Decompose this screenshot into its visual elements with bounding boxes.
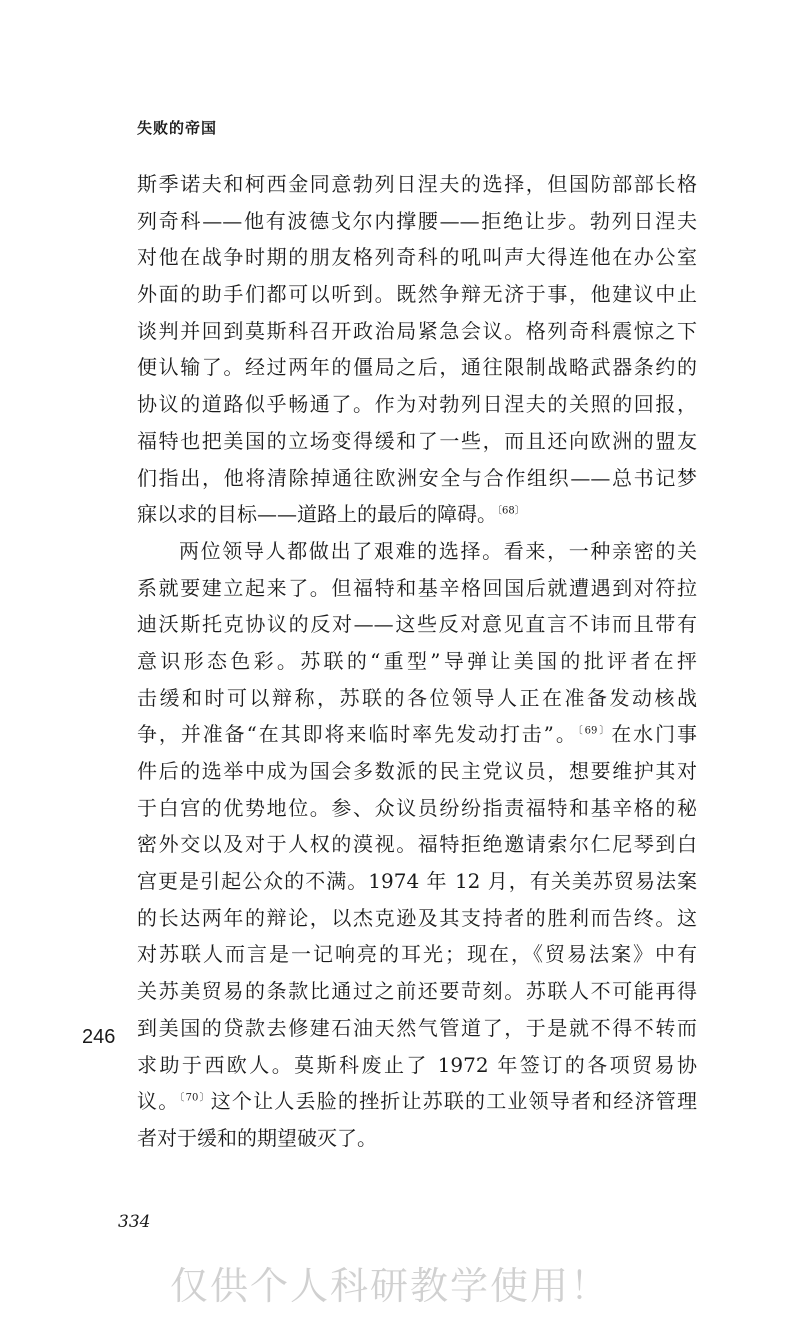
original-page-number: 246 [82,1026,116,1048]
text-line: 意识形态色彩。苏联的“重型”导弹让美国的批评者在抨 [137,648,697,673]
text-line: 的长达两年的辩论，以杰克逊及其支持者的胜利而告终。这 [137,905,697,930]
body-text [137,166,697,1157]
text-line: 对苏联人而言是一记响亮的耳光；现在，《贸易法案》中有 [137,942,697,967]
text-line: 者对于缓和的期望破灭了。 [137,1125,377,1150]
text-line: 对他在战争时期的朋友格列奇科的吼叫声大得连他在办公室 [137,245,697,270]
text-line: 击缓和时可以辩称，苏联的各位领导人正在准备发动核战 [137,685,697,710]
text-line: 系就要建立起来了。但福特和基辛格回国后就遭遇到对符拉 [137,575,697,600]
footnote-ref: 〔70〕 [179,1092,211,1104]
text-line: 斯季诺夫和柯西金同意勃列日涅夫的选择，但国防部部长格 [137,172,697,196]
text-line: 谈判并回到莫斯科召开政治局紧急会议。格列奇科震惊之下 [137,318,697,343]
text-line: 迪沃斯托克协议的反对——这些反对意见直言不讳而且带有 [137,612,697,637]
text-line: 到美国的贷款去修建石油天然气管道了，于是就不得不转而 [137,1015,697,1040]
text-line: 协议的道路似乎畅通了。作为对勃列日涅夫的关照的回报， [137,392,697,417]
folio: 334 [118,1212,151,1232]
text-line: 件后的选举中成为国会多数派的民主党议员，想要维护其对 [137,759,697,783]
text-line: 密外交以及对于人权的漠视。福特拒绝邀请索尔仁尼琴到白 [137,832,697,857]
footnote-ref: 〔69〕 [577,725,612,737]
footnote-ref: 〔68〕 [497,505,525,517]
text-line: 关苏美贸易的条款比通过之前还要苛刻。苏联人不可能再得 [137,979,697,1004]
text-line: 议。$^{〔70〕}$这个让人丢脸的挫折让苏联的工业领导者和经济管理 [137,1089,697,1114]
text-line: 便认输了。经过两年的僵局之后，通往限制战略武器条约的 [137,355,697,380]
text-line: 寐以求的目标——道路上的最后的障碍。$^{〔68〕}$ [137,502,525,527]
text-line: 争，并准备“在其即将来临时率先发动打击”。$^{〔69〕}$在水门事 [137,722,697,747]
text-line: 宫更是引起公众的不满。1974 年 12 月，有关美苏贸易法案 [137,869,697,894]
text-line: 外面的助手们都可以听到。既然争辩无济于事，他建议中止 [137,282,697,307]
text-line: 福特也把美国的立场变得缓和了一些，而且还向欧洲的盟友 [137,428,697,453]
running-head: 失败的帝国 [137,119,218,137]
text-line: 们指出，他将清除掉通往欧洲安全与合作组织——总书记梦 [137,465,697,490]
text-line: 求助于西欧人。莫斯科废止了 1972 年签订的各项贸易协 [137,1052,697,1077]
watermark: 仅供个人科研教学使用！ [170,1264,611,1308]
text-line: 列奇科——他有波德戈尔内撑腰——拒绝让步。勃列日涅夫 [137,208,697,233]
text-line: 于白宫的优势地位。参、众议员纷纷指责福特和基辛格的秘 [137,795,697,820]
paragraph-first-line: 两位领导人都做出了艰难的选择。看来，一种亲密的关 [179,538,697,563]
